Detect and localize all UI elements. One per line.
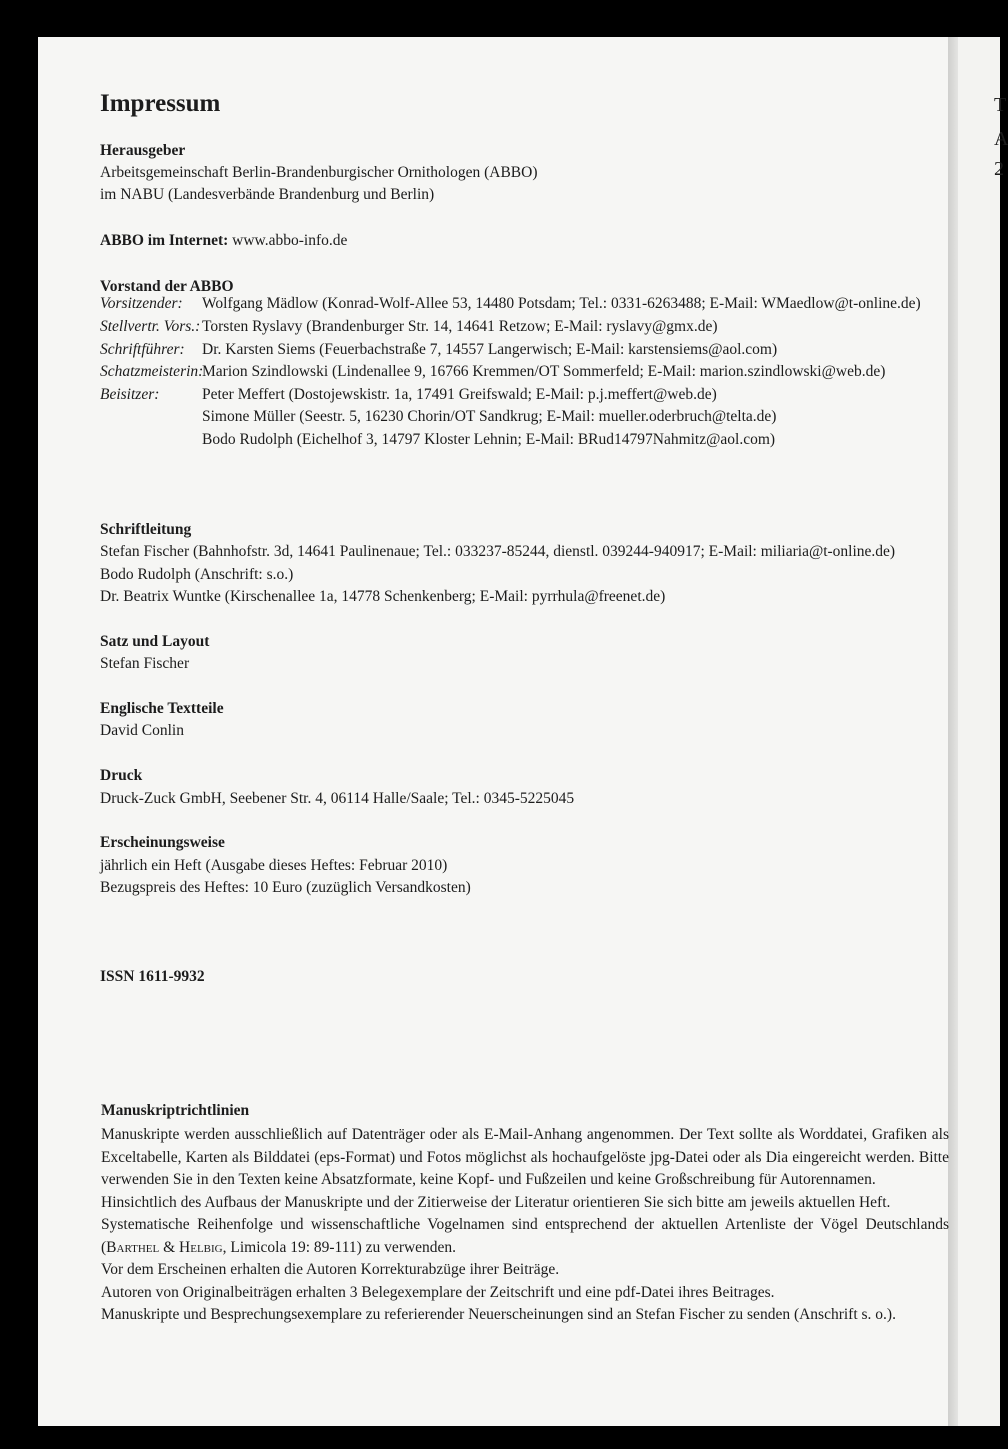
vorstand-member: Peter Meffert (Dostojewskistr. 1a, 17491 Greifswald; E-Mail: p.j.meffert@web.de) <box>202 386 717 403</box>
manuskript-text: , Limicola 19: 89-111) zu verwenden. <box>222 1238 457 1256</box>
vorstand-member: Wolfgang Mädlow (Konrad-Wolf-Allee 53, 14480 Potsdam; Tel.: 0331-6263488; E-Mail: WMaedlow@t-online.de) <box>202 295 921 312</box>
vorstand-heading: Vorstand der ABBO <box>100 278 234 295</box>
schriftleitung-line: Dr. Beatrix Wuntke (Kirschenallee 1a, 14778 Schenkenberg; E-Mail: pyrrhula@freenet.de) <box>100 588 666 605</box>
internet-label: ABBO im Internet: <box>100 232 229 249</box>
citation-author: Barthel <box>106 1238 160 1256</box>
manuskript-paragraph: Autoren von Originalbeiträgen erhalten 3 Belegexemplare der Zeitschrift und eine pdf-Datei ihres Beitrages. <box>101 1283 775 1301</box>
herausgeber-line-1: Arbeitsgemeinschaft Berlin-Brandenburgischer Ornithologen (ABBO) <box>100 164 538 181</box>
vorstand-member: Dr. Karsten Siems (Feuerbachstraße 7, 14557 Langerwisch; E-Mail: karstensiems@aol.com) <box>202 341 778 358</box>
manuskript-paragraph: Manuskripte und Besprechungsexemplare zu referierender Neuerscheinungen sind an Stefan Fischer zu senden (Anschrift s. o.). <box>101 1306 896 1323</box>
vorstand-role: Stellvertr. Vors.: <box>100 318 201 335</box>
satz-heading: Satz und Layout <box>100 633 210 650</box>
satz-text: Stefan Fischer <box>100 655 190 672</box>
englisch-text: David Conlin <box>100 722 184 739</box>
manuskript-paragraph: Hinsichtlich des Aufbaus der Manuskripte und der Zitierweise der Literatur orientieren Sie sich bitte am jeweils aktuellen Heft. <box>101 1193 891 1211</box>
adjacent-page-edge: T A 2 <box>958 37 1000 1426</box>
schriftleitung-line: Stefan Fischer (Bahnhofstr. 3d, 14641 Paulinenaue; Tel.: 033237-85244, dienstl. 039244-940917; E-Mail: miliaria@t-online.de) <box>100 543 896 560</box>
manuskript-paragraph: Vor dem Erscheinen erhalten die Autoren Korrekturabzüge ihrer Beiträge. <box>101 1261 560 1278</box>
manuskript-body <box>101 1124 949 1327</box>
herausgeber-line-2: im NABU (Landesverbände Brandenburg und Berlin) <box>100 186 435 203</box>
erscheinung-line-1: jährlich ein Heft (Ausgabe dieses Heftes: Februar 2010) <box>100 857 448 874</box>
vorstand-member: Marion Szindlowski (Lindenallee 9, 16766 Kremmen/OT Sommerfeld; E-Mail: marion.szindlowski@web.de) <box>202 363 886 380</box>
herausgeber-heading: Herausgeber <box>100 142 186 159</box>
manuskript-text: Systematische Reihenfolge und wissenschaftliche Vogelnamen sind entsprechend der aktuellen Artenliste der Vögel Deutschlands ( <box>101 1216 949 1256</box>
page-title: Impressum <box>100 90 221 117</box>
vorstand-role: Schatzmeisterin: <box>100 363 204 380</box>
schriftleitung-heading: Schriftleitung <box>100 521 192 538</box>
vorstand-role: Beisitzer: <box>100 386 160 403</box>
druck-heading: Druck <box>100 767 143 784</box>
vorstand-role: Vorsitzender: <box>100 295 183 312</box>
page-gutter <box>948 37 958 1426</box>
vorstand-member: Bodo Rudolph (Eichelhof 3, 14797 Kloster Lehnin; E-Mail: BRud14797Nahmitz@aol.com) <box>202 431 776 448</box>
citation-author: Helbig <box>179 1238 223 1256</box>
manuskript-heading: Manuskriptrichtlinien <box>101 1102 250 1119</box>
vorstand-role: Schriftführer: <box>100 341 185 358</box>
erscheinung-heading: Erscheinungsweise <box>100 834 225 851</box>
englisch-heading: Englische Textteile <box>100 700 224 717</box>
citation-ampersand: & <box>159 1238 180 1256</box>
vorstand-member: Simone Müller (Seestr. 5, 16230 Chorin/OT Sandkrug; E-Mail: mueller.oderbruch@telta.de) <box>202 408 777 425</box>
manuskript-paragraph <box>101 1214 949 1259</box>
schriftleitung-line: Bodo Rudolph (Anschrift: s.o.) <box>100 566 294 583</box>
manuskript-paragraph: Manuskripte werden ausschließlich auf Datenträger oder als E-Mail-Anhang angenommen. Der Text sollte als Worddatei, Grafiken als Exceltabelle, Karten als Bilddatei (eps-Format) und Fotos möglichst als hochaufgelöste jpg-Datei oder als Dia eingereicht werden. Bitte verwenden Sie in den Texten keine Absatzformate, keine Kopf- und Fußzeilen und keine Großschreibung für Autorennamen. <box>101 1126 949 1188</box>
internet-line <box>100 230 347 252</box>
erscheinung-line-2: Bezugspreis des Heftes: 10 Euro (zuzüglich Versandkosten) <box>100 879 471 896</box>
internet-url: www.abbo-info.de <box>228 232 348 249</box>
druck-text: Druck-Zuck GmbH, Seebener Str. 4, 06114 Halle/Saale; Tel.: 0345-5225045 <box>100 790 575 807</box>
vorstand-member: Torsten Ryslavy (Brandenburger Str. 14, 14641 Retzow; E-Mail: ryslavy@gmx.de) <box>202 318 718 335</box>
issn-number: ISSN 1611-9932 <box>100 968 205 985</box>
